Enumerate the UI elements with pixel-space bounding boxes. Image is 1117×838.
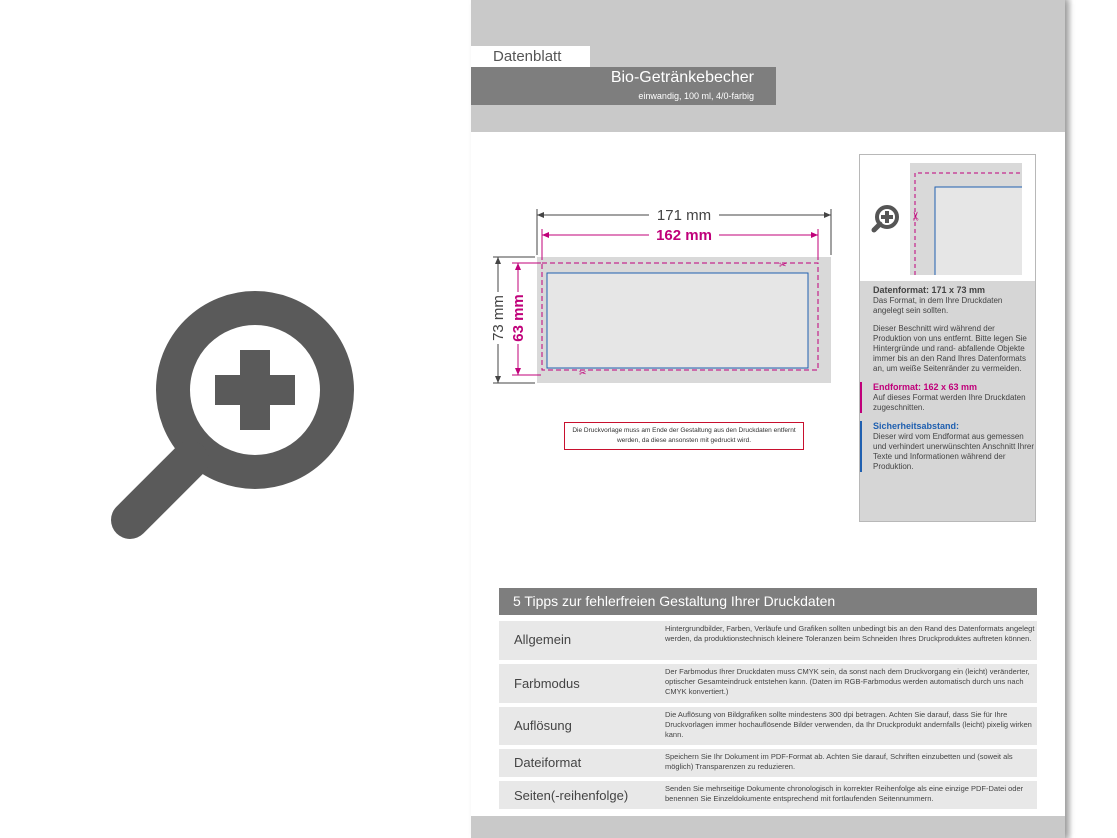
product-titlebar <box>471 67 776 105</box>
tip-text: Die Auflösung von Bildgrafiken sollte mindestens 300 dpi betragen. Achten Sie darauf, dass Sie für Ihre Druckvorlagen immer hochauflösende Bilder verwenden, da Ihr Druckprodukt andernfalls (leicht) pixelig wirken kann. <box>665 710 1032 739</box>
height-data-label: 73 mm <box>490 295 507 341</box>
tip-row <box>499 664 1037 703</box>
tip-name: Dateiformat <box>514 755 582 770</box>
scissors-icon: ✂ <box>579 368 587 378</box>
tip-row <box>499 621 1037 660</box>
tip-text: Der Farbmodus Ihrer Druckdaten muss CMYK sein, da sonst nach dem Druckvorgang ein (leicht) veränderter, optischer Gesamteindruck entstehen kann. (Daten im RGB-Farbmodus werden automatisch durch uns nach CMYK konvertiert.) <box>665 667 1030 696</box>
tip-name: Auflösung <box>514 718 572 733</box>
height-final-label: 63 mm <box>510 294 527 342</box>
tip-row <box>499 749 1037 777</box>
product-title: Bio-Getränkebecher <box>610 69 754 86</box>
scissors-icon: ✂ <box>779 260 787 270</box>
width-data-label: 171 mm <box>656 207 712 224</box>
page-shadow <box>1065 0 1073 838</box>
tip-name: Allgemein <box>514 632 572 647</box>
scissors-icon: ✂ <box>909 210 923 221</box>
tip-name: Farbmodus <box>514 676 580 691</box>
format-diagram <box>481 200 841 400</box>
width-final-label: 162 mm <box>656 227 712 244</box>
tip-row <box>499 707 1037 745</box>
product-subtitle: einwandig, 100 ml, 4/0-farbig <box>638 91 754 101</box>
datenformat-title: Datenformat: 171 x 73 mm <box>873 285 986 295</box>
tip-name: Seiten(-reihenfolge) <box>514 788 629 803</box>
endformat-text: Auf dieses Format werden Ihre Druckdaten zugeschnitten. <box>873 393 1026 412</box>
zoom-in-icon[interactable] <box>100 280 360 550</box>
format-info-text <box>873 285 1035 480</box>
sicherheit-text: Dieser wird vom Endformat aus gemessen und verhindert unerwünschten Anschnitt Ihrer Texte und Informationen während der Produktion. <box>873 432 1034 471</box>
footer-band <box>471 816 1065 838</box>
format-info-panel <box>859 154 1036 522</box>
datenformat-text: Das Format, in dem Ihre Druckdaten angelegt sein sollten. <box>873 296 1003 315</box>
beschnitt-text: Dieser Beschnitt wird während der Produktion von uns entfernt. Bitte legen Sie Hintergründe und rand- abfallende Objekte immer bis an den Rand Ihres Datenformats an, um weiße Seitenränder zu vermeiden. <box>873 324 1027 373</box>
safety-zone <box>547 273 808 368</box>
print-template-note: Die Druckvorlage muss am Ende der Gestaltung aus den Druckdaten entfernt werden, da diese ansonsten mit gedruckt wird. <box>564 422 804 450</box>
endformat-title: Endformat: 162 x 63 mm <box>873 382 978 392</box>
tip-text: Speichern Sie Ihr Dokument im PDF-Format ab. Achten Sie darauf, Schriften einzubetten und (soweit als möglich) Transparenzen zu reduzieren. <box>665 752 1013 771</box>
sicherheit-title: Sicherheitsabstand: <box>873 421 960 431</box>
tip-text: Senden Sie mehrseitige Dokumente chronologisch in korrekter Reihenfolge als eine einzige PDF-Datei oder benennen Sie Einzeldokumente entsprechend mit fortlaufenden Seitennummern. <box>665 784 1024 803</box>
datasheet-page <box>471 0 1065 838</box>
format-preview <box>860 155 1035 281</box>
tip-row <box>499 781 1037 809</box>
tips-heading: 5 Tipps zur fehlerfreien Gestaltung Ihrer Druckdaten <box>499 588 1037 615</box>
tip-text: Hintergrundbilder, Farben, Verläufe und Grafiken sollten unbedingt bis an den Rand des Datenformats angelegt werden, da produktionstechnisch kleinere Toleranzen beim Schneiden Ihres Druckproduktes auftreten können. <box>665 624 1035 643</box>
zoom-in-icon <box>874 207 897 230</box>
datasheet-tab: Datenblatt <box>471 46 590 67</box>
